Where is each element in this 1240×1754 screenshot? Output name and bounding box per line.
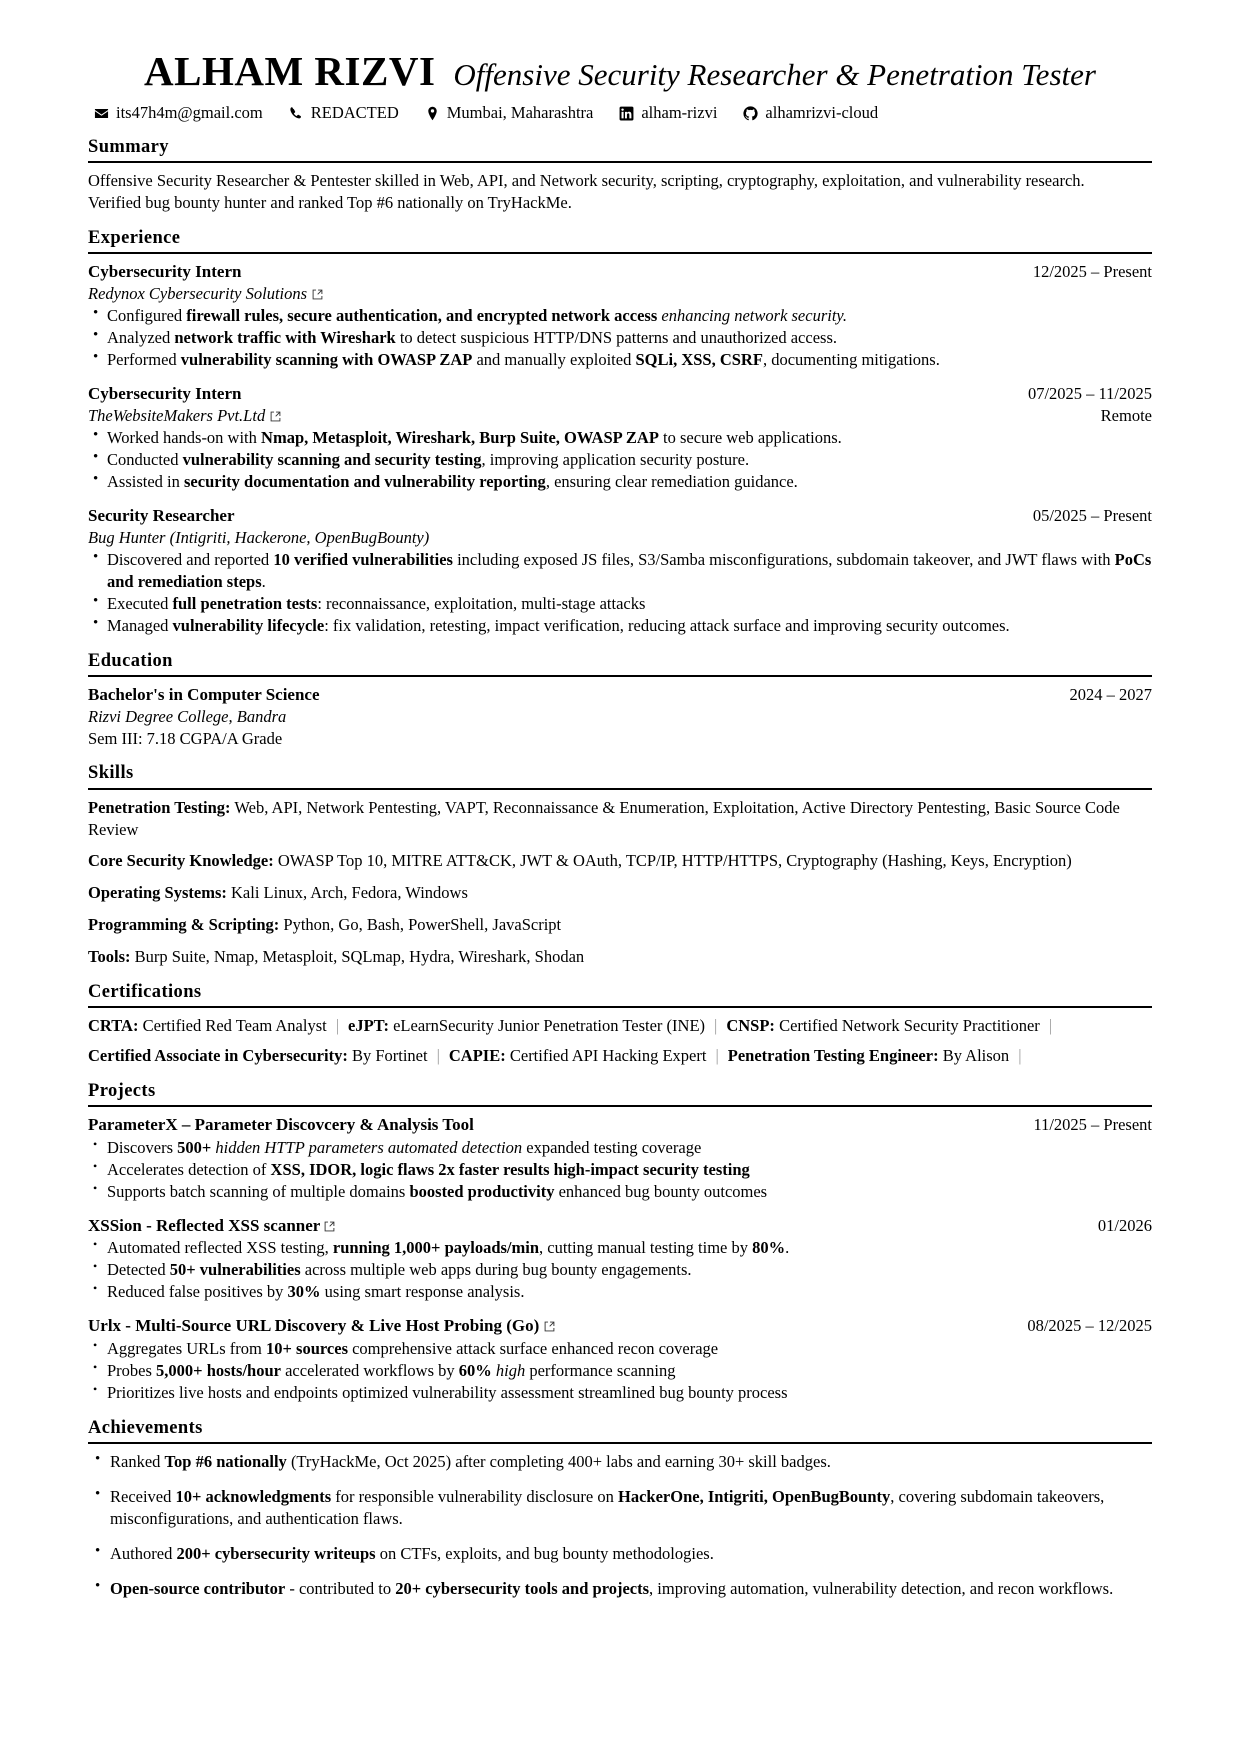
achievement-text: Received [110,1486,176,1506]
certification-code: CAPIE: [448,1045,506,1065]
achievement-item [88,1451,1152,1473]
phone-icon [289,106,304,121]
bullet-item [88,471,1152,493]
project-name: Urlx - Multi-Source URL Discovery & Live Host Probing (Go) [88,1316,540,1336]
bullet-text: Automated reflected XSS testing, [107,1238,333,1258]
bullet-emphasis: 5,000+ hosts/hour [156,1360,281,1380]
bullet-text: Discovered and reported [107,550,274,570]
job-bullet-list [88,549,1152,637]
bullet-text: Probes [107,1360,157,1380]
project-date: 11/2025 – Present [1033,1115,1152,1135]
bullet-emphasis: PoCs and remediation steps [107,550,1152,592]
candidate-tagline: Offensive Security Researcher & Penetration Tester [453,57,1096,92]
achievement-text: - contributed to [285,1578,396,1598]
skill-row [88,797,1152,841]
skill-row [88,946,1152,968]
bullet-italic: high [491,1360,526,1380]
bullet-text: enhanced bug bounty outcomes [554,1181,768,1201]
bullet-text: including exposed JS files, S3/Samba misconfigurations, subdomain takeover, and JWT flaws with [452,550,1115,570]
section-divider [88,252,1152,254]
company-name [88,283,322,304]
bullet-text: using smart response analysis. [320,1282,525,1302]
certification-code: eJPT: [348,1016,389,1036]
candidate-name: ALHAM RIZVI [144,48,436,94]
contact-phone[interactable] [289,103,399,123]
contact-email[interactable] [94,103,263,123]
project-date: 01/2026 [1097,1215,1152,1235]
bullet-item [88,593,1152,615]
achievement-emphasis: Top #6 nationally [164,1451,287,1471]
section-divider [88,1006,1152,1008]
company-label: Redynox Cybersecurity Solutions [88,284,308,304]
certification-name: By Alison [938,1045,1010,1065]
job-date: 05/2025 – Present [1032,506,1152,526]
achievement-emphasis: 10+ acknowledgments [175,1486,332,1506]
project-entry [88,1215,1152,1304]
section-summary [88,136,1152,214]
bullet-text: Aggregates URLs from [107,1338,267,1358]
entry-header-row [88,1315,1152,1337]
job-bullet-list [88,305,1152,371]
project-title [88,1114,474,1136]
bullet-text: , cutting manual testing time by [539,1238,753,1258]
certification-item [726,1016,1039,1035]
section-title-summary: Summary [88,137,169,158]
section-projects [88,1080,1152,1404]
bullet-emphasis: firewall rules, secure authentication, and encrypted network access [186,306,658,326]
certification-code: CNSP: [726,1016,775,1036]
bullet-emphasis: vulnerability scanning and security testing [182,450,482,470]
achievement-text: Authored [110,1543,177,1563]
job-bullet-list [88,427,1152,493]
bullet-item [88,427,1152,449]
bullet-item [88,1360,1152,1382]
contact-bar [88,103,1152,123]
bullet-item [88,549,1152,593]
external-link-icon[interactable] [544,1321,554,1331]
entry-subheader-row [88,283,1152,304]
experience-entry [88,261,1152,371]
bullet-emphasis: 60% [458,1360,492,1380]
certifications-list [88,1015,1152,1067]
section-achievements [88,1417,1152,1600]
bullet-text: to detect suspicious HTTP/DNS patterns and unauthorized access. [395,328,837,348]
skill-row [88,850,1152,872]
project-bullet-list [88,1137,1152,1203]
bullet-emphasis: 10 verified vulnerabilities [273,550,453,570]
entry-header-row [88,1215,1152,1237]
certification-name: Certified Network Security Practitioner [774,1016,1040,1036]
job-title: Security Researcher [88,506,235,526]
certification-name: Certified API Hacking Expert [505,1045,707,1065]
certification-separator: | [436,1045,440,1065]
contact-phone-label: REDACTED [310,103,399,123]
project-entry [88,1114,1152,1203]
certification-name: Certified Red Team Analyst [138,1016,327,1036]
certification-item [449,1046,707,1065]
certification-code: Penetration Testing Engineer: [727,1045,939,1065]
bullet-italic: enhancing network security. [661,306,847,326]
bullet-text: to secure web applications. [658,428,842,448]
summary-body [88,170,1152,214]
bullet-italic: hidden HTTP parameters automated detection [215,1137,523,1157]
projects-list [88,1114,1152,1404]
entry-header-row [88,383,1152,405]
certification-item [88,1016,327,1035]
bullet-text: Prioritizes live hosts and endpoints optimized vulnerability assessment streamlined bug bounty process [107,1382,788,1402]
bullet-text: Accelerates detection of [107,1159,271,1179]
contact-location-label: Mumbai, Maharashtra [446,103,594,123]
job-location: Remote [1100,406,1152,426]
certification-name: By Fortinet [347,1045,428,1065]
bullet-emphasis: XSS, IDOR, logic flaws 2x faster results high-impact security testing [270,1159,750,1179]
certification-item [88,1046,428,1065]
bullet-text: , improving application security posture. [481,450,750,470]
bullet-text: . [785,1238,790,1258]
section-title-achievements: Achievements [88,1417,203,1438]
bullet-text: and manually exploited [472,350,636,370]
envelope-icon [94,106,109,121]
bullet-text: Assisted in [107,472,185,492]
experience-list [88,261,1152,637]
certification-code: Certified Associate in Cybersecurity: [88,1045,348,1065]
contact-github[interactable] [743,103,878,123]
bullet-emphasis: 10+ sources [266,1338,348,1358]
education-list [88,684,1152,749]
external-link-icon[interactable] [324,1221,334,1231]
bullet-text: : fix validation, retesting, impact verification, reducing attack surface and improving security outcomes. [324,616,1010,636]
bullet-text: : reconnaissance, exploitation, multi-stage attacks [317,594,646,614]
summary-line-2: Verified bug bounty hunter and ranked Top #6 nationally on TryHackMe. [88,193,572,213]
certification-separator: | [1018,1045,1022,1065]
bullet-text: Worked hands-on with [107,428,262,448]
entry-header-row [88,1114,1152,1136]
project-date: 08/2025 – 12/2025 [1027,1316,1152,1336]
bullet-item [88,1137,1152,1159]
job-date: 12/2025 – Present [1032,262,1152,282]
achievement-text: on CTFs, exploits, and bug bounty methodologies. [375,1543,714,1563]
certification-code: CRTA: [88,1016,139,1036]
skill-category: Core Security Knowledge: [88,851,274,871]
bullet-item [88,1382,1152,1404]
certification-separator: | [335,1016,340,1036]
project-name: XSSion - Reflected XSS scanner [88,1215,321,1235]
bullet-item [88,1181,1152,1203]
bullet-emphasis: 80% [752,1238,786,1258]
bullet-text: Conducted [107,450,183,470]
skill-values: Web, API, Network Pentesting, VAPT, Reconnaissance & Enumeration, Exploitation, Active Directory Pentesting, Basic Source Code Review [88,797,1120,839]
skill-row [88,882,1152,904]
achievement-emphasis: 200+ cybersecurity writeups [176,1543,376,1563]
bullet-item [88,449,1152,471]
linkedin-icon [619,106,634,121]
certification-item [348,1016,705,1035]
bullet-emphasis: 30% [287,1282,321,1302]
bullet-text: , ensuring clear remediation guidance. [545,472,798,492]
section-certifications [88,981,1152,1067]
bullet-emphasis: SQLi, XSS, CSRF [635,350,763,370]
bullet-emphasis: vulnerability scanning with OWASP ZAP [180,350,473,370]
achievement-item [88,1578,1152,1600]
bullet-item [88,1259,1152,1281]
achievement-emphasis: HackerOne, Intigriti, OpenBugBounty [618,1486,891,1506]
education-detail: Sem III: 7.18 CGPA/A Grade [88,728,283,748]
bullet-text: across multiple web apps during bug bounty engagements. [300,1260,692,1280]
bullet-text: performance scanning [525,1360,676,1380]
section-title-skills: Skills [88,763,134,784]
bullet-emphasis: network traffic with Wireshark [174,328,396,348]
bullet-item [88,1159,1152,1181]
project-name: ParameterX – Parameter Discovcery & Analysis Tool [88,1115,474,1135]
bullet-item [88,615,1152,637]
contact-email-label: its47h4m@gmail.com [116,103,263,123]
bullet-emphasis: boosted productivity [409,1181,555,1201]
skill-values: OWASP Top 10, MITRE ATT&CK, JWT & OAuth, TCP/IP, HTTP/HTTPS, Cryptography (Hashing, Keys, Encryption) [273,851,1072,871]
contact-linkedin[interactable] [619,103,717,123]
bullet-emphasis: full penetration tests [172,594,318,614]
bullet-emphasis: Nmap, Metasploit, Wireshark, Burp Suite, OWASP ZAP [261,428,659,448]
external-link-icon[interactable] [270,411,280,421]
bullet-emphasis: 500+ [177,1137,212,1157]
bullet-item [88,1338,1152,1360]
bullet-text: Detected [107,1260,170,1280]
bullet-text: Supports batch scanning of multiple domains [107,1181,410,1201]
skill-values: Python, Go, Bash, PowerShell, JavaScript [279,915,562,935]
summary-line-1: Offensive Security Researcher & Pentester skilled in Web, API, and Network security, scripting, cryptography, exploitation, and vulnerability research. [88,171,1085,191]
entry-subheader-row [88,527,1152,548]
project-title [88,1315,554,1337]
skill-values: Burp Suite, Nmap, Metasploit, SQLmap, Hydra, Wireshark, Shodan [130,947,585,967]
section-divider [88,161,1152,163]
project-entry [88,1315,1152,1404]
degree-title: Bachelor's in Computer Science [88,685,320,705]
skills-list [88,797,1152,969]
section-education [88,650,1152,749]
company-name [88,405,280,426]
bullet-text: Managed [107,616,173,636]
experience-entry [88,505,1152,637]
bullet-text: accelerated workflows by [280,1360,459,1380]
achievement-emphasis: 20+ cybersecurity tools and projects [395,1578,650,1598]
certification-separator: | [1048,1016,1053,1036]
experience-entry [88,383,1152,493]
skill-category: Operating Systems: [88,883,227,903]
project-bullet-list [88,1237,1152,1303]
section-skills [88,762,1152,968]
skill-category: Programming & Scripting: [88,915,280,935]
contact-linkedin-label: alham-rizvi [641,103,718,123]
entry-subheader-row [88,405,1152,426]
section-divider [88,788,1152,790]
bullet-emphasis: vulnerability lifecycle [172,616,325,636]
certification-name: eLearnSecurity Junior Penetration Tester (INE) [388,1016,706,1036]
achievement-item [88,1486,1152,1530]
bullet-item [88,327,1152,349]
bullet-text: Executed [107,594,173,614]
education-entry [88,684,1152,749]
github-icon [743,106,758,121]
resume-header [88,50,1152,93]
education-date: 2024 – 2027 [1069,685,1152,705]
project-title [88,1215,334,1237]
section-title-experience: Experience [88,228,181,249]
section-title-certifications: Certifications [88,982,202,1003]
achievement-text: for responsible vulnerability disclosure on [331,1486,618,1506]
achievement-emphasis: Open-source contributor [110,1578,286,1598]
skill-category: Penetration Testing: [88,797,231,817]
skill-row [88,914,1152,936]
achievement-text: Ranked [110,1451,165,1471]
certification-separator: | [715,1045,719,1065]
bullet-text: Discovers [107,1137,178,1157]
bullet-text: Configured [107,306,187,326]
entry-header-row [88,684,1152,706]
bullet-emphasis: 50+ vulnerabilities [169,1260,301,1280]
company-label: Bug Hunter (Intigriti, Hackerone, OpenBugBounty) [88,528,430,548]
entry-header-row [88,261,1152,283]
certification-row [88,1015,1152,1037]
bullet-text: Reduced false positives by [107,1282,288,1302]
achievement-item [88,1543,1152,1565]
achievement-text: , covering subdomain takeovers, misconfigurations, and authentication flaws. [110,1486,1105,1528]
contact-github-label: alhamrizvi-cloud [765,103,879,123]
external-link-icon[interactable] [312,289,322,299]
achievement-text: (TryHackMe, Oct 2025) after completing 400+ labs and earning 30+ skill badges. [286,1451,831,1471]
certification-separator: | [714,1016,718,1036]
company-name [88,527,429,548]
school-name [88,706,1152,727]
achievement-text: , improving automation, vulnerability detection, and recon workflows. [649,1578,1114,1598]
job-date: 07/2025 – 11/2025 [1027,384,1152,404]
job-title: Cybersecurity Intern [88,262,242,282]
section-experience [88,227,1152,637]
bullet-emphasis: running 1,000+ payloads/min [332,1238,540,1258]
project-bullet-list [88,1338,1152,1404]
section-divider [88,1442,1152,1444]
entry-header-row [88,505,1152,527]
location-pin-icon [425,106,440,121]
bullet-text: Analyzed [107,328,175,348]
bullet-emphasis: security documentation and vulnerability reporting [184,472,546,492]
section-title-education: Education [88,651,173,672]
company-label: TheWebsiteMakers Pvt.Ltd [88,406,266,426]
section-divider [88,675,1152,677]
section-title-projects: Projects [88,1080,156,1101]
skill-values: Kali Linux, Arch, Fedora, Windows [226,883,468,903]
bullet-item [88,1281,1152,1303]
school-label: Rizvi Degree College, Bandra [88,707,287,727]
bullet-text: Performed [107,350,181,370]
certification-item [728,1046,1009,1065]
bullet-text: , documenting mitigations. [762,350,940,370]
bullet-item [88,305,1152,327]
bullet-item [88,1237,1152,1259]
achievement-list [88,1451,1152,1600]
bullet-text: comprehensive attack surface enhanced recon coverage [347,1338,719,1358]
section-divider [88,1105,1152,1107]
bullet-item [88,349,1152,371]
skill-category: Tools: [88,947,131,967]
bullet-text: . [261,572,266,592]
certification-row [88,1045,1152,1067]
job-title: Cybersecurity Intern [88,384,242,404]
contact-location [425,103,594,123]
bullet-text: expanded testing coverage [522,1137,702,1157]
